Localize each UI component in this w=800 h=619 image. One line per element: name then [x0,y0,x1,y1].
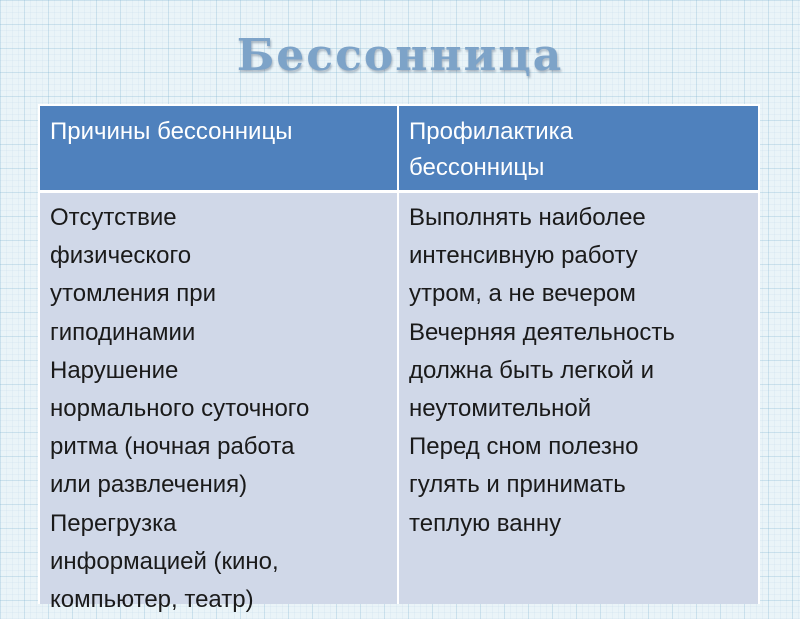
causes-line: Отсутствие [50,204,177,231]
causes-line: Перегрузка [50,509,177,537]
header-prevention [399,104,760,193]
causes-line: нормального суточного [50,395,310,423]
prevention-line: Перед сном полезно [409,433,639,461]
comparison-table [38,104,760,614]
causes-line: компьютер, театр) [50,586,254,614]
prevention-line: теплую ванну [409,509,562,537]
prevention-line: неутомительной [409,395,592,423]
prevention-line: интенсивную работу [409,242,638,270]
header-prevention-line: Профилактика [409,118,573,145]
header-causes-line: Причины бессонницы [50,118,293,145]
prevention-line: Выполнять наиболее [409,204,646,231]
prevention-line: Вечерняя деятельность [409,318,675,346]
causes-line: Нарушение [50,356,179,384]
causes-line: ритма (ночная работа [50,433,295,461]
header-causes [38,104,399,193]
causes-line: гиподинамии [50,318,196,346]
causes-line: физического [50,242,192,270]
slide-title: Бессонница [236,30,564,81]
causes-cell [38,193,399,614]
prevention-line: утром, а не вечером [409,280,636,308]
prevention-line: должна быть легкой и [409,356,655,384]
prevention-line: гулять и принимать [409,471,626,499]
causes-line: утомления при [50,280,216,308]
header-prevention-line: бессонницы [409,154,545,181]
prevention-cell [399,193,760,604]
causes-line: информацией (кино, [50,547,279,575]
causes-line: или развлечения) [50,471,248,499]
